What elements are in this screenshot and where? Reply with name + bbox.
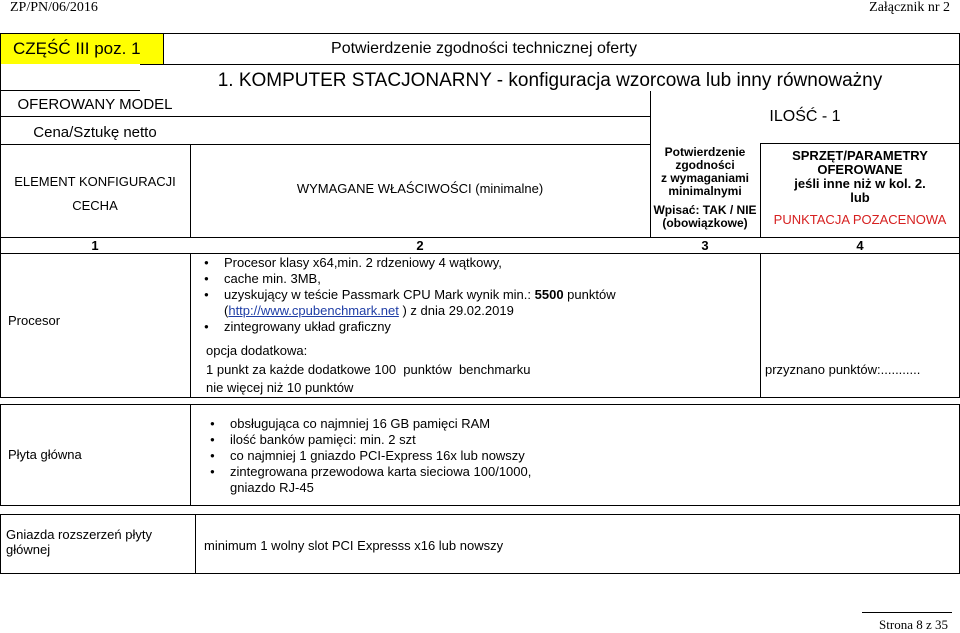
- list-item: ● zintegrowany układ graficzny: [200, 319, 650, 335]
- procesor-requirements: [200, 255, 650, 335]
- list-item: (http://www.cpubenchmark.net ) z dnia 29.02.2019: [224, 303, 514, 318]
- option-label: opcja dodatkowa:: [206, 343, 308, 358]
- main-title: 1. KOMPUTER STACJONARNY - konfiguracja wzorcowa lub inny równoważny: [217, 70, 883, 91]
- plyta-label: Płyta główna: [8, 447, 82, 462]
- plyta-requirements: [206, 416, 706, 496]
- list-item: ● uzyskujący w teście Passmark CPU Mark wynik min.: 5500 punktów: [200, 287, 650, 303]
- footer-rule: [862, 612, 952, 613]
- list-item: ● zintegrowana przewodowa karta sieciowa 100/1000,: [206, 464, 706, 480]
- cpubenchmark-link[interactable]: http://www.cpubenchmark.net: [228, 303, 399, 318]
- attachment-label: Załącznik nr 2: [869, 0, 950, 15]
- col4-header: SPRZĘT/PARAMETRY OFEROWANE jeśli inne niż w kol. 2. lub PUNKTACJA POZACENOWA: [773, 148, 947, 227]
- quantity-label: ILOŚĆ - 1: [769, 108, 841, 125]
- part-label-cell: [1, 34, 164, 64]
- col-number-2: 2: [416, 238, 424, 253]
- gniazda-label: Gniazda rozszerzeń płyty głównej: [6, 527, 152, 557]
- price-label: Cena/Sztukę netto: [33, 124, 157, 141]
- document-reference: ZP/PN/06/2016: [10, 0, 98, 15]
- awarded-points[interactable]: przyznano punktów:...........: [765, 362, 921, 377]
- list-item: ● co najmniej 1 gniazdo PCI-Express 16x lub nowszy: [206, 448, 706, 464]
- page-number: Strona 8 z 35: [879, 617, 948, 632]
- col-number-3: 3: [701, 238, 709, 253]
- procesor-label: Procesor: [8, 313, 61, 328]
- col2-header: WYMAGANE WŁAŚCIWOŚCI (minimalne): [296, 181, 544, 196]
- part-label: CZĘŚĆ III poz. 1: [13, 39, 141, 58]
- list-item: ● ilość banków pamięci: min. 2 szt: [206, 432, 706, 448]
- list-item: ● cache min. 3MB,: [200, 271, 650, 287]
- col3-header: Potwierdzenie zgodności z wymaganiami minimalnymi Wpisać: TAK / NIE (obowiązkowe): [653, 145, 757, 230]
- list-item: ● Procesor klasy x64,min. 2 rdzeniowy 4 wątkowy,: [200, 255, 650, 271]
- gniazda-requirement: minimum 1 wolny slot PCI Expresss x16 lub nowszy: [204, 538, 504, 553]
- col-number-1: 1: [91, 238, 99, 253]
- option-rule-2: nie więcej niż 10 punktów: [206, 380, 354, 395]
- offered-model-label: OFEROWANY MODEL: [17, 96, 173, 113]
- list-item: gniazdo RJ-45: [230, 480, 314, 495]
- list-item: ● obsługująca co najmniej 16 GB pamięci RAM: [206, 416, 706, 432]
- col1-header: ELEMENT KONFIGURACJI CECHA: [14, 174, 176, 213]
- option-rule-1: 1 punkt za każde dodatkowe 100 punktów benchmarku: [206, 362, 531, 377]
- col-number-4: 4: [856, 238, 864, 253]
- subtitle: Potwierdzenie zgodności technicznej oferty: [331, 40, 637, 57]
